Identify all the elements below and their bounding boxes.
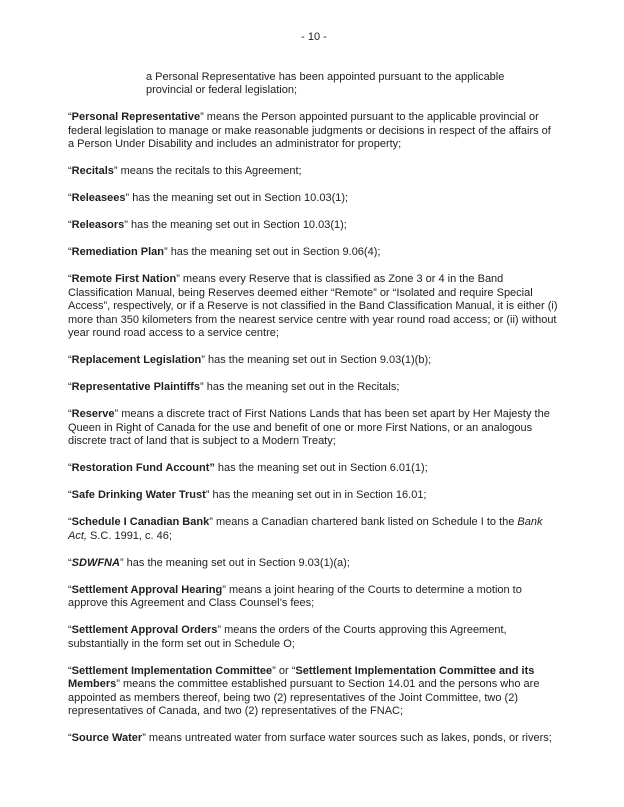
text-segment: ” or “ bbox=[272, 664, 296, 677]
text-segment: “ bbox=[68, 381, 72, 393]
defined-term: Releasees bbox=[71, 192, 126, 204]
definition-paragraph bbox=[68, 246, 560, 260]
definition-paragraph bbox=[68, 489, 560, 503]
definition-paragraph bbox=[68, 381, 560, 395]
text-segment: ” means the committee established pursuant to Section 14.01 and the persons who are appointed as members thereof, being two (2) representatives of the Joint Committee, two (2) representatives of Canada, and two (2) representatives of the FNAC; bbox=[68, 678, 540, 717]
definition-paragraph bbox=[68, 165, 560, 179]
defined-term: Settlement Implementation Committee and its Members bbox=[68, 664, 535, 690]
text-segment: a Personal Representative has been appointed pursuant to the applicable provincial or federal legislation; bbox=[146, 70, 505, 96]
text-segment: ” means untreated water from surface water sources such as lakes, ponds, or rivers; bbox=[142, 732, 552, 744]
text-segment: “ bbox=[68, 624, 72, 636]
defined-term: Settlement Approval Hearing bbox=[71, 583, 223, 596]
defined-term: Remote First Nation bbox=[71, 273, 177, 285]
defined-term: Replacement Legislation bbox=[71, 354, 202, 366]
text-segment: ” means the orders of the Courts approving this Agreement, substantially in the form set out in Schedule O; bbox=[68, 624, 507, 650]
defined-term: Recitals bbox=[71, 165, 114, 177]
document-body bbox=[68, 71, 560, 746]
text-segment: “ bbox=[68, 462, 72, 474]
definition-paragraph bbox=[68, 219, 560, 233]
text-segment: “ bbox=[68, 354, 72, 366]
definition-paragraph bbox=[68, 273, 560, 341]
text-segment: “ bbox=[68, 664, 72, 677]
definition-paragraph bbox=[68, 408, 560, 449]
text-segment: ” has the meaning set out in Section 10.03(1); bbox=[125, 192, 349, 204]
text-segment: ” means every Reserve that is classified as Zone 3 or 4 in the Band Classification Manual, being Reserves deemed either “Remote” or “Isolated and require Special Access”, respectively, or if a Reserve is not classified in the Band Classification Manual, it is either (i) more than 350 kilometers from the nearest service centre with year round road access; or (ii) without year round road access to a service centre; bbox=[68, 273, 558, 339]
text-segment: “ bbox=[68, 583, 72, 596]
text-segment: ” has the meaning set out in Section 9.03(1)(a); bbox=[119, 556, 350, 569]
text-segment: “ bbox=[68, 273, 72, 285]
defined-term: Remediation Plan bbox=[71, 246, 164, 258]
text-segment: “ bbox=[68, 489, 72, 501]
definition-paragraph bbox=[68, 192, 560, 206]
text-segment: has the meaning set out in Section 6.01(1); bbox=[214, 462, 428, 474]
text-segment: ” has the meaning set out in Section 10.03(1); bbox=[124, 219, 347, 231]
defined-term: Source Water bbox=[71, 732, 143, 744]
continuation-paragraph bbox=[146, 71, 512, 98]
text-segment: “ bbox=[68, 192, 72, 204]
text-segment: ” has the meaning set out in Section 9.06(4); bbox=[163, 246, 381, 258]
definition-paragraph bbox=[68, 624, 560, 651]
text-segment: “ bbox=[68, 111, 72, 123]
definition-paragraph bbox=[68, 557, 560, 571]
definition-paragraph bbox=[68, 665, 560, 719]
defined-term: Settlement Implementation Committee bbox=[71, 664, 273, 677]
text-segment: ” has the meaning set out in Section 9.03(1)(b); bbox=[201, 354, 432, 366]
definition-paragraph bbox=[68, 516, 560, 543]
text-segment: “ bbox=[68, 408, 72, 420]
defined-term: Bank Act, bbox=[68, 516, 543, 542]
defined-term: Personal Representative bbox=[71, 111, 201, 123]
text-segment: ” has the meaning set out in in Section 16.01; bbox=[205, 489, 427, 501]
definition-paragraph bbox=[68, 462, 560, 476]
definition-paragraph bbox=[68, 584, 560, 611]
text-segment: “ bbox=[68, 556, 72, 569]
text-segment: “ bbox=[68, 219, 72, 231]
text-segment: ” means a Canadian chartered bank listed on Schedule I to the bbox=[209, 516, 518, 528]
text-segment: ” means the Person appointed pursuant to the applicable provincial or federal legislation to manage or make reasonable judgments or decisions in respect of the affairs of a Person Under Disability and includes an administrator for property; bbox=[68, 111, 551, 150]
text-segment: ” has the meaning set out in the Recitals; bbox=[200, 381, 400, 393]
text-segment: ” means a joint hearing of the Courts to determine a motion to approve this Agreement and Class Counsel’s fees; bbox=[68, 583, 522, 609]
defined-term: Schedule I Canadian Bank bbox=[71, 516, 210, 528]
text-segment: ” means a discrete tract of First Nations Lands that has been set apart by Her Majesty the Queen in Right of Canada for the use and benefit of one or more First Nations, or an analogous discrete tract of land that is subject to a Modern Treaty; bbox=[68, 408, 550, 447]
defined-term: Releasors bbox=[71, 219, 125, 231]
definition-paragraph bbox=[68, 111, 560, 152]
text-segment: “ bbox=[68, 165, 72, 177]
page-number: - 10 - bbox=[301, 31, 327, 43]
definition-paragraph bbox=[68, 732, 560, 746]
defined-term: Settlement Approval Orders bbox=[71, 624, 218, 636]
defined-term: Restoration Fund Account” bbox=[71, 462, 215, 474]
defined-term: Reserve bbox=[71, 408, 115, 420]
text-segment: “ bbox=[68, 246, 72, 258]
text-segment: “ bbox=[68, 732, 72, 744]
text-segment: “ bbox=[68, 516, 72, 528]
text-segment: S.C. 1991, c. 46; bbox=[86, 529, 172, 542]
defined-term: Representative Plaintiffs bbox=[71, 381, 201, 393]
text-segment: ” means the recitals to this Agreement; bbox=[113, 165, 302, 177]
defined-term: SDWFNA bbox=[71, 556, 120, 569]
defined-term: Safe Drinking Water Trust bbox=[71, 489, 206, 501]
definition-paragraph bbox=[68, 354, 560, 368]
